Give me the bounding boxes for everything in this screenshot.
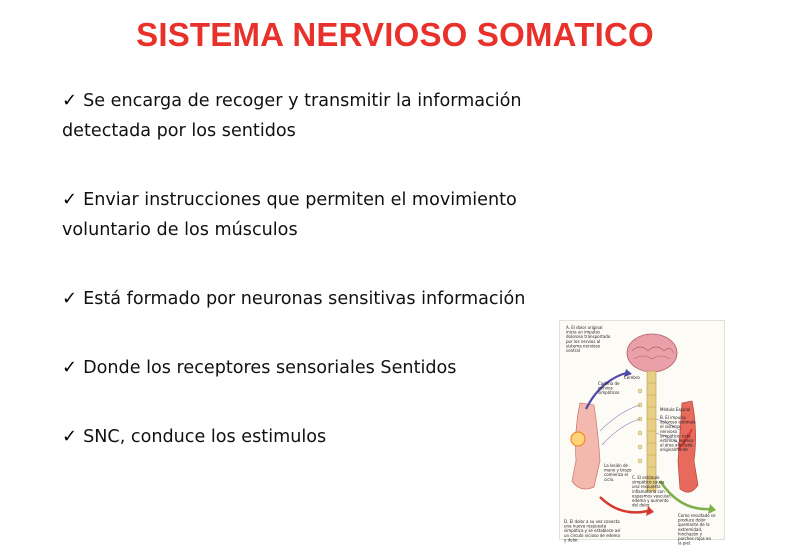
bullet-item <box>62 422 622 452</box>
caption-a: A. El dolor original inicia un impulso doloroso transportado por los nervios al sistema nervioso central <box>566 325 611 353</box>
bullet-item <box>62 86 622 146</box>
caption-c: C. El estímulo simpático causa una respuesta inflamatoria con espasmos vascular, edema y aumento del dolor. <box>632 475 672 508</box>
caption-lesion: La lesión de mano y brazo comienza el ciclo. <box>604 463 632 482</box>
bullet-text-line2: voluntario de los músculos <box>62 220 298 240</box>
caption-cerebro: Cerebro <box>624 375 640 380</box>
bullet-text-line2: detectada por los sentidos <box>62 121 296 141</box>
checkmark-icon: ✓ <box>62 90 78 111</box>
caption-medula: Médula Espinal <box>660 407 691 412</box>
sympathetic-chain <box>638 389 642 463</box>
checkmark-icon: ✓ <box>62 426 78 447</box>
slide-title: SISTEMA NERVIOSO SOMATICO <box>136 16 654 53</box>
bullet-item <box>62 353 622 383</box>
bullet-item <box>62 185 622 245</box>
caption-b: B. El impulso doloroso estimula el sistema nervioso simpático; este estímulo regresa al área afectada originalmente <box>660 415 696 453</box>
checkmark-icon: ✓ <box>62 357 78 378</box>
pain-point-icon <box>571 432 585 446</box>
pain-cycle-illustration <box>559 320 725 546</box>
bullet-text: Donde los receptores sensoriales Sentidos <box>83 358 457 378</box>
checkmark-icon: ✓ <box>62 189 78 210</box>
caption-resultado: Como resultado se produce dolor quemante de la extremidad, hinchazón y parches rojos en la piel. <box>678 513 716 546</box>
illustration-svg <box>560 321 724 546</box>
bullet-text: SNC, conduce los estimulos <box>83 427 327 447</box>
caption-cadena: Cadena de nervios simpáticos <box>598 381 620 396</box>
checkmark-icon: ✓ <box>62 288 78 309</box>
bullet-item <box>62 284 622 314</box>
bullet-text: Está formado por neuronas sensitivas información <box>83 289 526 309</box>
caption-d: D. El dolor a su vez conecta una nueva respuesta simpática y se establece así un círculo vicioso de edema y dolor. <box>564 519 621 543</box>
brain-shape <box>627 334 677 372</box>
bullet-text-line1: Se encarga de recoger y transmitir la información <box>83 91 522 111</box>
bullet-text-line1: Enviar instrucciones que permiten el movimiento <box>83 190 517 210</box>
